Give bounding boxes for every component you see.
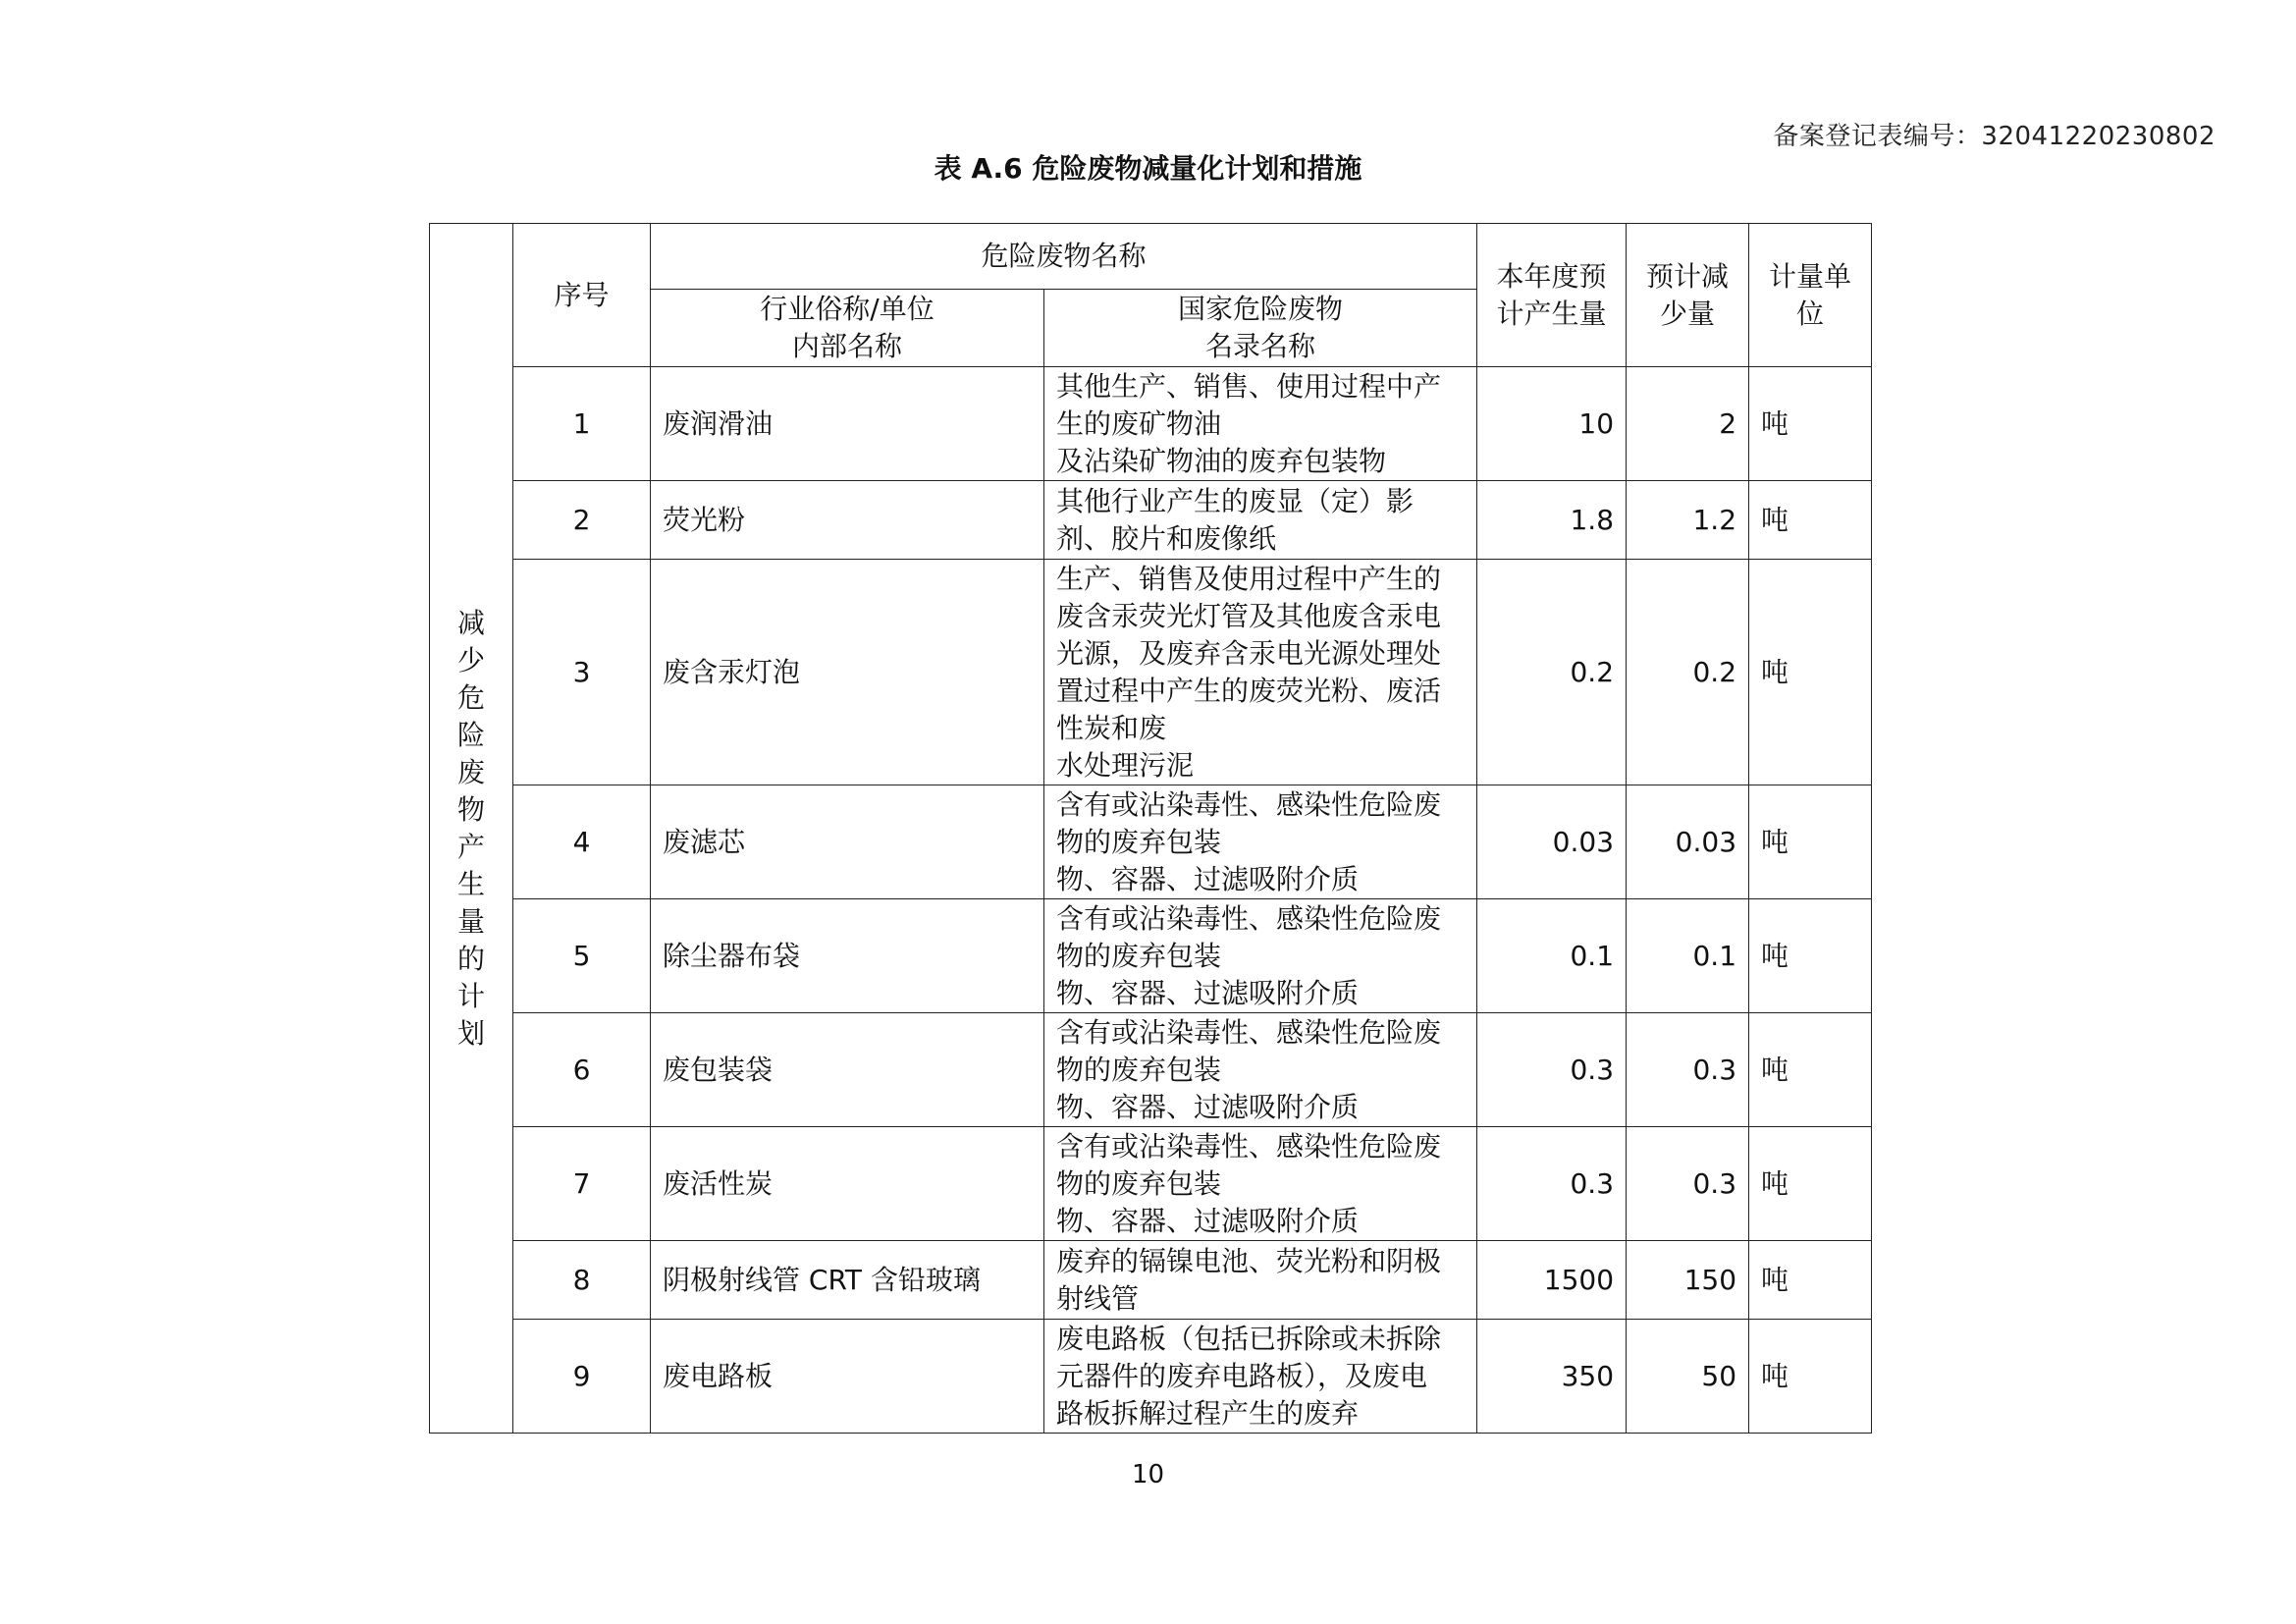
cell-national-name: 含有或沾染毒性、感染性危险废 物的废弃包装 物、容器、过滤吸附介质 <box>1044 1127 1477 1241</box>
cell-expected-reduction: 0.3 <box>1627 1127 1749 1241</box>
cell-national-name: 含有或沾染毒性、感染性危险废 物的废弃包装 物、容器、过滤吸附介质 <box>1044 785 1477 899</box>
cell-expected-reduction: 1.2 <box>1627 481 1749 560</box>
cell-unit: 吨 <box>1749 1320 1872 1434</box>
cell-unit: 吨 <box>1749 1013 1872 1127</box>
cell-expected-output: 10 <box>1477 367 1627 481</box>
cell-unit: 吨 <box>1749 481 1872 560</box>
cell-national-name: 生产、销售及使用过程中产生的 废含汞荧光灯管及其他废含汞电 光源，及废弃含汞电光源处理处 置过程中产生的废荧光粉、废活 性炭和废 水处理污泥 <box>1044 560 1477 785</box>
table-row <box>430 367 1872 481</box>
table-row <box>430 481 1872 560</box>
cell-unit: 吨 <box>1749 1241 1872 1320</box>
cell-expected-output: 0.03 <box>1477 785 1627 899</box>
cell-expected-output: 0.3 <box>1477 1127 1627 1241</box>
cell-industry-name: 阴极射线管 CRT 含铅玻璃 <box>651 1241 1044 1320</box>
cell-expected-reduction: 0.3 <box>1627 1013 1749 1127</box>
cell-unit: 吨 <box>1749 785 1872 899</box>
table-title: 表 A.6 危险废物减量化计划和措施 <box>934 152 1362 185</box>
cell-industry-name: 除尘器布袋 <box>651 899 1044 1013</box>
cell-seq: 5 <box>513 899 651 1013</box>
cell-expected-reduction: 2 <box>1627 367 1749 481</box>
cell-expected-output: 0.3 <box>1477 1013 1627 1127</box>
cell-national-name: 其他行业产生的废显（定）影 剂、胶片和废像纸 <box>1044 481 1477 560</box>
cell-national-name: 含有或沾染毒性、感染性危险废 物的废弃包装 物、容器、过滤吸附介质 <box>1044 899 1477 1013</box>
cell-industry-name: 废包装袋 <box>651 1013 1044 1127</box>
cell-seq: 2 <box>513 481 651 560</box>
header-waste-name-group: 危险废物名称 <box>651 224 1477 290</box>
header-row-1 <box>430 224 1872 290</box>
cell-seq: 6 <box>513 1013 651 1127</box>
cell-unit: 吨 <box>1749 1127 1872 1241</box>
table-row <box>430 1127 1872 1241</box>
table-row <box>430 785 1872 899</box>
header-seq: 序号 <box>513 224 651 367</box>
page-number: 10 <box>1131 1460 1165 1489</box>
cell-expected-output: 0.1 <box>1477 899 1627 1013</box>
header-expected-output: 本年度预 计产生量 <box>1477 224 1627 367</box>
cell-expected-output: 0.2 <box>1477 560 1627 785</box>
table-row <box>430 899 1872 1013</box>
cell-industry-name: 废润滑油 <box>651 367 1044 481</box>
header-industry-name: 行业俗称/单位 内部名称 <box>651 290 1044 367</box>
cell-expected-output: 1500 <box>1477 1241 1627 1320</box>
cell-industry-name: 荧光粉 <box>651 481 1044 560</box>
cell-seq: 8 <box>513 1241 651 1320</box>
table-row <box>430 1241 1872 1320</box>
header-unit: 计量单 位 <box>1749 224 1872 367</box>
header-expected-reduction: 预计减 少量 <box>1627 224 1749 367</box>
cell-seq: 9 <box>513 1320 651 1434</box>
header-national-name: 国家危险废物 名录名称 <box>1044 290 1477 367</box>
side-label: 减少危险废物产生量的计划 <box>456 606 485 1050</box>
cell-expected-reduction: 0.2 <box>1627 560 1749 785</box>
cell-expected-output: 1.8 <box>1477 481 1627 560</box>
cell-seq: 1 <box>513 367 651 481</box>
cell-expected-reduction: 150 <box>1627 1241 1749 1320</box>
cell-seq: 3 <box>513 560 651 785</box>
cell-seq: 7 <box>513 1127 651 1241</box>
table-row <box>430 560 1872 785</box>
cell-industry-name: 废活性炭 <box>651 1127 1044 1241</box>
cell-national-name: 其他生产、销售、使用过程中产 生的废矿物油 及沾染矿物油的废弃包装物 <box>1044 367 1477 481</box>
side-label-cell <box>430 224 513 1434</box>
waste-reduction-table <box>429 223 1872 1434</box>
cell-expected-output: 350 <box>1477 1320 1627 1434</box>
cell-expected-reduction: 0.1 <box>1627 899 1749 1013</box>
cell-national-name: 废电路板（包括已拆除或未拆除 元器件的废弃电路板），及废电 路板拆解过程产生的废弃 <box>1044 1320 1477 1434</box>
cell-expected-reduction: 50 <box>1627 1320 1749 1434</box>
cell-unit: 吨 <box>1749 367 1872 481</box>
registration-number: 备案登记表编号：32041220230802 <box>1773 122 2216 151</box>
cell-unit: 吨 <box>1749 560 1872 785</box>
cell-expected-reduction: 0.03 <box>1627 785 1749 899</box>
cell-seq: 4 <box>513 785 651 899</box>
table-row <box>430 1013 1872 1127</box>
cell-national-name: 含有或沾染毒性、感染性危险废 物的废弃包装 物、容器、过滤吸附介质 <box>1044 1013 1477 1127</box>
cell-industry-name: 废含汞灯泡 <box>651 560 1044 785</box>
cell-unit: 吨 <box>1749 899 1872 1013</box>
cell-national-name: 废弃的镉镍电池、荧光粉和阴极 射线管 <box>1044 1241 1477 1320</box>
table-row <box>430 1320 1872 1434</box>
cell-industry-name: 废电路板 <box>651 1320 1044 1434</box>
cell-industry-name: 废滤芯 <box>651 785 1044 899</box>
